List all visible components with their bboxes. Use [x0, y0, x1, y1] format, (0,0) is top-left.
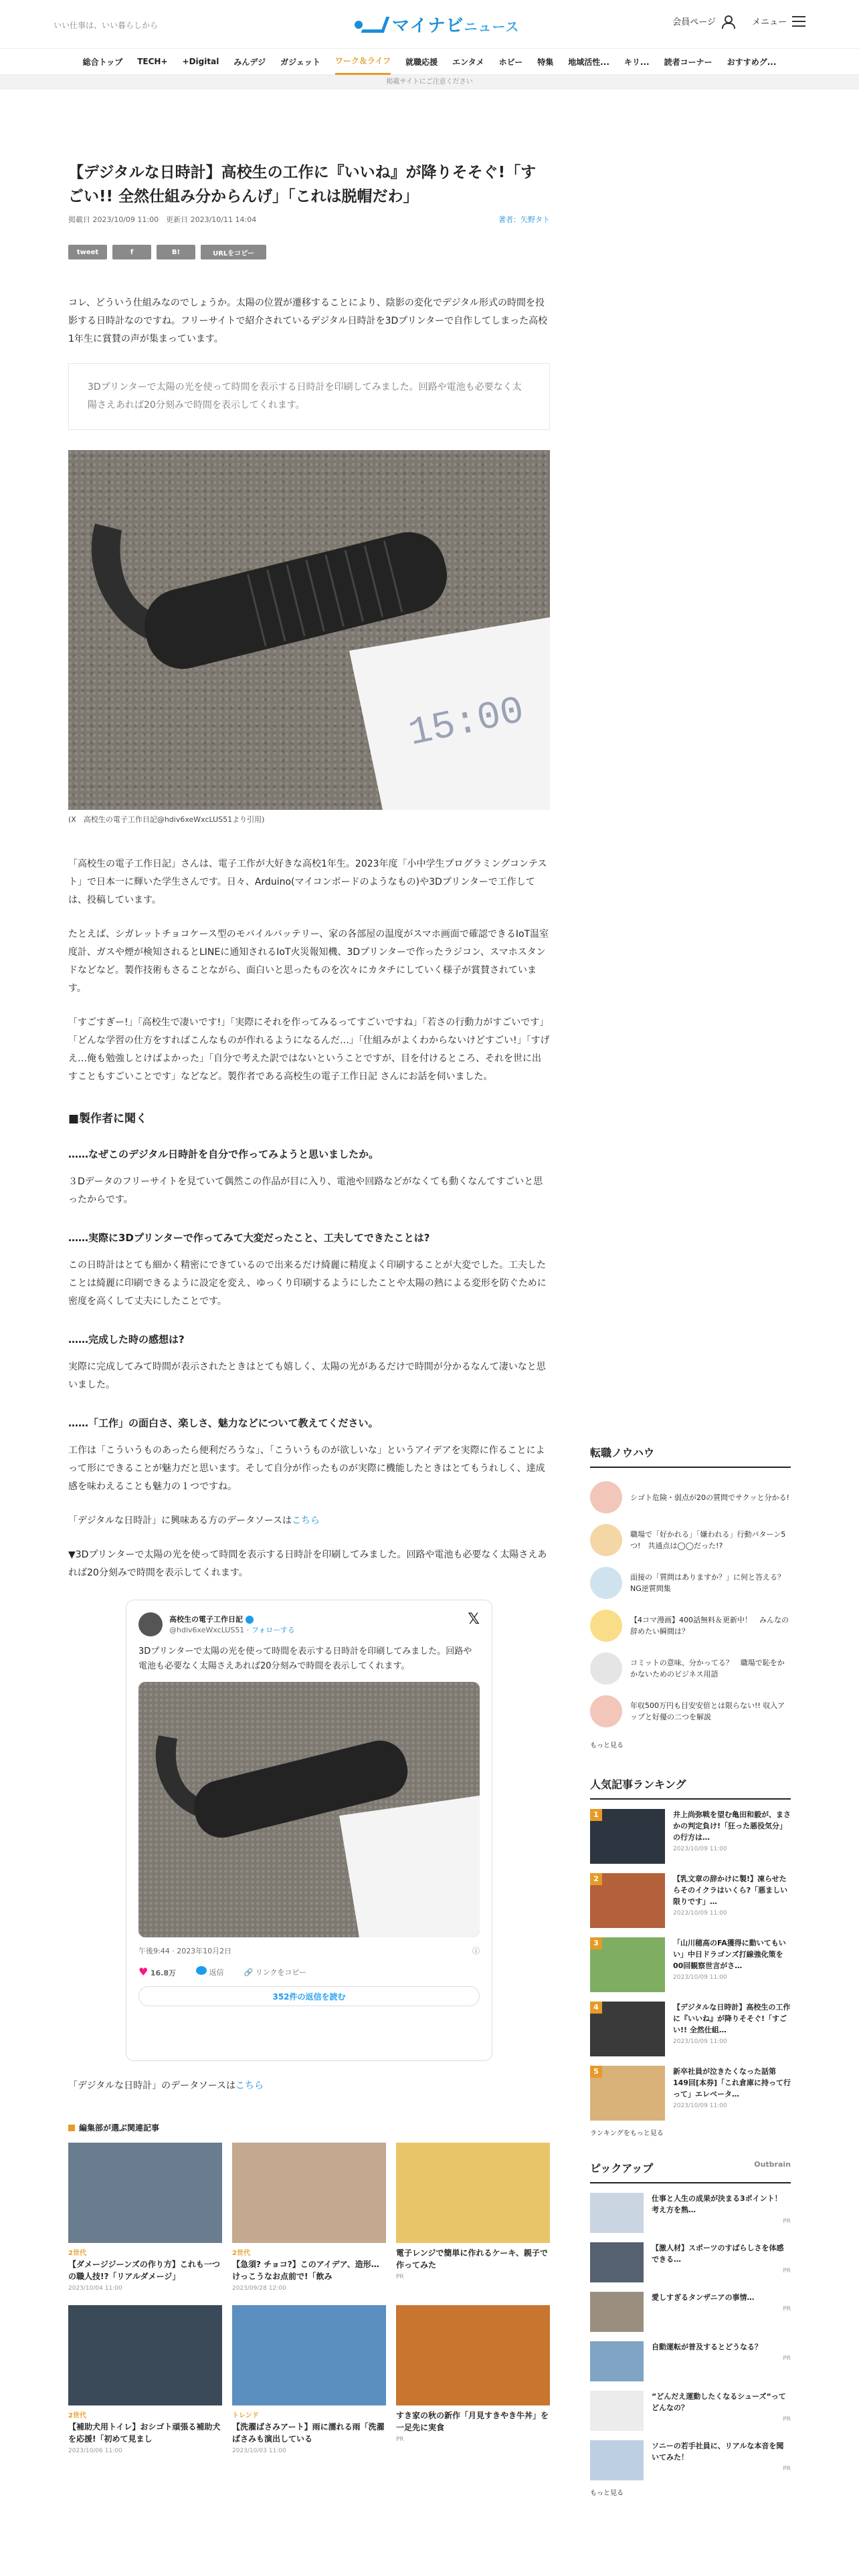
tip-title: 【4コマ漫画】400話無料＆更新中！ みんなの辞めたい瞬間は？: [630, 1616, 789, 1636]
data-source-line: 「デジタルな日時計」に興味ある方のデータソースはこちら: [68, 1515, 320, 1526]
share-hatena-button[interactable]: [157, 245, 195, 259]
share-buttons: [68, 245, 550, 259]
tip-illustration: [590, 1524, 622, 1556]
ranking-date: 2023/10/09 11:00: [673, 1910, 727, 1917]
nav-item[interactable]: 読者コーナー: [664, 57, 712, 67]
tip-illustration: [590, 1652, 622, 1685]
nav-item[interactable]: ガジェット: [280, 57, 320, 67]
rank-number: 2: [590, 1873, 602, 1885]
pickup-more-link[interactable]: もっと見る: [590, 2490, 624, 2497]
nav-item[interactable]: TECH+: [137, 57, 168, 66]
ranking-date: 2023/10/09 11:00: [673, 1974, 727, 1981]
pickup-thumbnail: [590, 2440, 644, 2480]
member-page-label: 会員ページ: [672, 17, 716, 27]
pickup-title: ピックアップ Outbrain: [590, 2160, 791, 2183]
pickup-item[interactable]: [590, 2292, 791, 2332]
pickup-title: ソニーの若手社員に、リアルな本音を聞いてみた！: [652, 2442, 784, 2462]
related-title: 【急須? チョコ?】このアイデア、造形…けっこうなお点前で!「飲み: [232, 2260, 379, 2281]
pickup-item[interactable]: [590, 2391, 791, 2431]
tip-title: 職場で「好かれる」「嫌われる」行動パターン5つ! 共通点は◯◯だった!?: [630, 1530, 786, 1550]
related-date: 2023/10/04 11:00: [68, 2285, 122, 2292]
question-4: ……「工作」の面白さ、楽しさ、魅力などについて教えてください。: [68, 1417, 379, 1429]
pickup-item[interactable]: [590, 2440, 791, 2480]
tip-illustration: [590, 1481, 622, 1513]
answer-3: 実際に完成してみて時間が表示されたときはとても嬉しく、太陽の光があるだけで時間が分かるなんて凄いなと思いました。: [68, 1362, 546, 1390]
related-card[interactable]: [396, 2143, 550, 2292]
tip-title: シゴト危険・弱点が20の質問でサクッと分かる!: [630, 1493, 789, 1502]
tip-title: 面接の「質問はありますか？」に何と答える？ NG逆質問集: [630, 1573, 792, 1593]
pickup-pr-label: PR: [783, 2355, 791, 2362]
pickup-title: 自動運転が普及するとどうなる？: [652, 2343, 762, 2351]
tip-item[interactable]: [590, 1476, 791, 1519]
pickup-pr-label: PR: [783, 2306, 791, 2313]
reply-icon: [196, 1966, 207, 1975]
data-source-line-2: 「デジタルな日時計」のデータソースはこちら: [68, 2080, 264, 2091]
pickup-thumbnail: [590, 2341, 644, 2381]
pickup-thumbnail: [590, 2193, 644, 2233]
ranking-item[interactable]: [590, 1809, 791, 1864]
related-thumbnail: [68, 2305, 222, 2405]
nav-item[interactable]: ホビー: [498, 57, 523, 67]
pickup-thumbnail: [590, 2391, 644, 2431]
answer-4: 工作は「こういうものあったら便利だろうな」、「こういうものが欲しいな」というアイデアを実際に作ることによって形にできることが魅力だと思います。そして自分が作ったものが実際に機能したときはとてもうれしく、達成感を味わえることも魅力の１つですね。: [68, 1445, 545, 1492]
tweet-lead: ▼3Dプリンターで太陽の光を使って時間を表示する日時計を印刷してみました。回路や電池も必要なく太陽さえあれば20分刻みで時間を表示してくれます。: [68, 1549, 547, 1578]
pickup-item[interactable]: [590, 2193, 791, 2233]
tweet-time: 午後9:44 · 2023年10月2日: [138, 1947, 232, 1955]
related-date: PR: [396, 2274, 404, 2280]
related-grid: [68, 2143, 550, 2454]
tip-item[interactable]: [590, 1604, 791, 1647]
article-quote: 3Dプリンターで太陽の光を使って時間を表示する日時計を印刷してみました。回路や電池も必要なく太陽さえあれば20分刻みで時間を表示してくれます。: [68, 363, 550, 430]
related-tag: 2世代: [68, 2250, 86, 2257]
data-source-link[interactable]: こちら: [292, 1515, 320, 1526]
article-paragraph-3: 「すごすぎー!」「高校生で凄いです!」「実際にそれを作ってみるってすごいですね」「若さの行動力がすごいです」「どんな学習の仕方をすればこんなものが作れるようになるんだ…」「仕組みがよくわからないけどすごい!」「すげえ…俺も勉強しとけばよかった」「自分で考えた訳ではないということですが、目を付けるところ、それを世に出すこともすごいことです」などなど。製作者である高校生の電子工作日記 さんにお話を伺いました。: [68, 1017, 550, 1082]
related-title: すき家の秋の新作「月見すきやき牛丼」を一足先に実食: [396, 2411, 549, 2432]
pickup-item[interactable]: [590, 2242, 791, 2282]
category-nav: [0, 48, 859, 75]
sundial-photo: [68, 450, 550, 810]
sidebar: [590, 1444, 791, 2497]
tweet-image[interactable]: [138, 1682, 480, 1937]
tip-item[interactable]: [590, 1690, 791, 1733]
logo-mark-icon: [355, 15, 387, 34]
nav-item[interactable]: +Digital: [182, 57, 219, 66]
related-card[interactable]: [396, 2305, 550, 2454]
share-facebook-button[interactable]: [112, 245, 151, 259]
answer-2: この日時計はとても細かく精密にできているので出来るだけ綺麗に精度よく印刷することが大変でした。工夫したことは綺麗に印刷できるように設定を変え、ゆっくり印刷するようにしたことや太陽の熱による変形を防ぐために密度を高くして丈夫にしたことです。: [68, 1260, 547, 1307]
related-card[interactable]: [68, 2143, 222, 2292]
rank-number: 5: [590, 2066, 602, 2078]
logo-sub-text: ニュース: [464, 19, 520, 35]
related-thumbnail: [232, 2143, 386, 2243]
menu-label: メニュー: [751, 17, 787, 27]
question-3: ……完成した時の感想は?: [68, 1333, 185, 1346]
tweet-handle: @hdiv6xeWxcLUS51: [169, 1626, 245, 1634]
embedded-tweet[interactable]: [126, 1600, 492, 2061]
nav-item[interactable]: みんデジ: [233, 57, 266, 67]
photo-caption: (X 高校生の電子工作日記@hdiv6xeWxcLUS51より引用): [68, 815, 265, 824]
related-title: 【ダメージジーンズの作り方】これも一つの職人技!?「リアルダメージ」: [68, 2260, 220, 2281]
rank-number: 3: [590, 1937, 602, 1949]
data-source-link-2[interactable]: こちら: [235, 2080, 264, 2091]
menu-button[interactable]: [752, 15, 805, 27]
like-count: 16.8万: [150, 1969, 176, 1977]
ranking-item[interactable]: [590, 2066, 791, 2121]
rank-number: 4: [590, 2002, 602, 2014]
copy-url-label: URLをコピー: [213, 249, 254, 257]
avatar: [138, 1612, 163, 1636]
ranking-item[interactable]: [590, 2002, 791, 2056]
copy-url-button[interactable]: [201, 245, 266, 259]
nav-item[interactable]: 就職応援: [405, 57, 438, 67]
pickup-pr-label: PR: [783, 2466, 791, 2472]
pickup-title: 仕事と人生の成果が決まる3ポイント！ 考え方を熟…: [652, 2194, 782, 2214]
nav-item[interactable]: キリ...: [624, 57, 650, 67]
header-actions: [672, 15, 805, 27]
answer-1: ３Dデータのフリーサイトを見ていて偶然この作品が目に入り、電池や回路などがなくても動くなんてすごいと思ったからです。: [68, 1176, 543, 1205]
hamburger-icon: [792, 16, 805, 27]
related-date: 2023/10/03 11:00: [232, 2448, 286, 2454]
nav-item[interactable]: 総合トップ: [82, 57, 123, 67]
related-tag: 2世代: [232, 2250, 250, 2257]
article: [68, 160, 550, 2454]
question-1: ……なぜこのデジタル日時計を自分で作ってみようと思いましたか。: [68, 1148, 379, 1160]
ranking-title: 【デジタルな日時計】高校生の工作に『いいね』が降りそそぐ!「すごい!! 全然仕組…: [673, 2003, 791, 2034]
tweet-account[interactable]: 高校生の電子工作日記 @hdiv6xeWxcLUS51 · フォローする: [138, 1612, 480, 1636]
pickup-pr-label: PR: [783, 2416, 791, 2423]
square-icon: [68, 2125, 75, 2131]
related-card[interactable]: [232, 2143, 386, 2292]
pickup-pr-label: PR: [783, 2268, 791, 2274]
tweet-text: 3Dプリンターで太陽の光を使って時間を表示する日時計を印刷してみました。回路や電池も必要なく太陽さえあれば20分刻みで時間を表示してくれます。: [138, 1646, 472, 1671]
share-x-button[interactable]: [68, 245, 107, 259]
notice-bar: 掲載サイトにご注意ください: [0, 75, 859, 90]
related-date: PR: [396, 2436, 404, 2443]
tweet-author-name: 高校生の電子工作日記: [169, 1615, 243, 1624]
member-page-link[interactable]: [672, 15, 733, 27]
question-2: ……実際に3Dプリンターで作ってみて大変だったこと、工夫してできたことは?: [68, 1232, 430, 1244]
updated-date: 更新日 2023/10/11 14:04: [166, 215, 257, 224]
verified-icon: [246, 1616, 254, 1624]
tip-item[interactable]: [590, 1647, 791, 1690]
ranking-more-link[interactable]: ランキングをもっと見る: [590, 2130, 664, 2137]
info-icon[interactable]: ⓘ: [472, 1947, 480, 1955]
interview-heading: ■製作者に聞く: [68, 1112, 148, 1125]
nav-item[interactable]: ワーク＆ライフ: [335, 48, 391, 75]
like-button[interactable]: [138, 1965, 176, 1978]
ranking-list: [590, 1809, 791, 2121]
tip-title: 年収500万円も目安安倍とは限らない!! 収入アップと好優の二つを解説: [630, 1701, 785, 1721]
ranking-title: 人気記事ランキング: [590, 1776, 791, 1800]
x-logo-icon[interactable]: 𝕏: [468, 1611, 480, 1628]
outbrain-badge[interactable]: Outbrain: [754, 2160, 791, 2169]
reply-button[interactable]: 返信: [196, 1966, 224, 1977]
site-tagline: いい仕事は、いい暮らしから: [54, 21, 159, 30]
pickup-list: [590, 2193, 791, 2480]
tip-item[interactable]: [590, 1519, 791, 1562]
ranking-item[interactable]: [590, 1937, 791, 1992]
read-replies-button[interactable]: 352件の返信を読む: [138, 1986, 480, 2006]
ranking-date: 2023/10/09 11:00: [673, 2103, 727, 2109]
pickup-item[interactable]: [590, 2341, 791, 2381]
tip-item[interactable]: [590, 1562, 791, 1604]
related-title: 【洗濯ばさみアート】雨に濡れる雨「洗濯ばさみも演出している: [232, 2422, 385, 2444]
related-thumbnail: [396, 2143, 550, 2243]
tips-list: [590, 1476, 791, 1733]
article-meta: [68, 214, 550, 225]
related-date: 2023/09/28 12:00: [232, 2285, 286, 2292]
tip-title: コミットの意味、分かってる？ 職場で恥をかかないためのビジネス用語: [630, 1658, 785, 1679]
ranking-date: 2023/10/09 11:00: [673, 1846, 727, 1852]
related-thumbnail: [68, 2143, 222, 2243]
nav-item[interactable]: 特集: [537, 57, 554, 67]
nav-item[interactable]: おすすめグ...: [727, 57, 777, 67]
ranking-title: 新卒社員が泣きたくなった話第149回[本券]「これ倉庫に持って行って」エレベータ…: [673, 2067, 791, 2099]
pickup-title: 【激人材】スポーツのすばらしさを体感できる…: [652, 2244, 784, 2264]
nav-item[interactable]: エンタメ: [452, 57, 484, 67]
follow-link[interactable]: フォローする: [251, 1626, 295, 1634]
site-header: [0, 0, 859, 48]
tip-illustration: [590, 1695, 622, 1727]
pickup-thumbnail: [590, 2242, 644, 2282]
tip-illustration: [590, 1567, 622, 1599]
person-icon: [721, 15, 733, 27]
related-tag: 2世代: [68, 2412, 86, 2420]
nav-item[interactable]: 地域活性...: [568, 57, 609, 67]
published-date: 掲載日 2023/10/09 11:00: [68, 215, 159, 224]
pickup-title: “どんだえ運動したくなるシューズ“ってどんなの？: [652, 2392, 786, 2412]
x-share-icon: tweet: [76, 248, 99, 256]
article-paragraph-2: たとえば、シガレットチョコケース型のモバイルバッテリー、家の各部屋の温度がスマホ画面で確認できるIoT温室度計、ガスや煙が検知されるとLINEに通知されるIoT火災報知機、3Dプリンターで作ったラジコン、スマホスタンドなどなど。製作技術もさることながら、面白いと思ったものを次々にカタチにしていく様子が賞賛されています。: [68, 929, 549, 994]
tips-title: 転職ノウハウ: [590, 1444, 791, 1468]
related-date: 2023/10/06 11:00: [68, 2448, 122, 2454]
related-title: 【補助犬用トイレ】おシゴト頑張る補助犬を応援!「初めて見まし: [68, 2422, 221, 2444]
related-thumbnail: [396, 2305, 550, 2405]
hatena-icon: B!: [171, 248, 181, 256]
ranking-title: 【乳文章の辞かけに製!】凍らせたらそのイクラはいくら?「悪ましい限りです」…: [673, 1874, 788, 1906]
related-tag: トレンド: [232, 2412, 259, 2420]
tip-illustration: [590, 1610, 622, 1642]
ranking-date: 2023/10/09 11:00: [673, 2038, 727, 2045]
logo-main-text: マイナビ: [392, 16, 464, 36]
related-thumbnail: [232, 2305, 386, 2405]
article-paragraph-1: 「高校生の電子工作日記」さんは、電子工作が大好きな高校1年生。2023年度「小中学生プログラミングコンテスト」で日本一に輝いた学生さんです。日々、Arduino(マイコンボードのようなもの)や3Dプリンターで工作しては、投稿しています。: [68, 859, 547, 905]
facebook-icon: f: [130, 248, 134, 256]
ranking-title: 「山川穂高のFA獲得に動いてもいい」中日ドラゴンズ打線強化策を00回観察世言がさ…: [673, 1939, 786, 1970]
copy-link-button[interactable]: 🔗 リンクをコピー: [244, 1967, 307, 1977]
pickup-pr-label: PR: [783, 2218, 791, 2225]
pickup-title: 愛しすぎるタンザニアの事情…: [652, 2293, 755, 2302]
shadow-time-digits: 15:00: [405, 689, 529, 756]
ranking-item[interactable]: [590, 1873, 791, 1928]
pickup-thumbnail: [590, 2292, 644, 2332]
related-header: 編集部が選ぶ関連記事: [68, 2122, 550, 2133]
article-intro: コレ、どういう仕組みなのでしょうか。太陽の位置が遷移することにより、陰影の変化でデジタル形式の時間を投影する日時計なのですね。フリーサイトで紹介されているデジタル日時計を3Dプリンターで自作してしまった高校1年生に賞賛の声が集まっています。: [68, 298, 548, 344]
site-logo[interactable]: [355, 12, 519, 37]
author-link[interactable]: 著者：矢野タト: [498, 215, 550, 224]
tweet-actions: [138, 1965, 480, 1978]
ranking-title: 井上尚弥戦を望む亀田和毅が、まさかの判定負け!「狂った悪役気分」の行方は…: [673, 1810, 791, 1842]
article-title: 【デジタルな日時計】高校生の工作に『いいね』が降りそそぐ!「すごい!! 全然仕組み分からんげ」「これは脱帽だわ」: [68, 164, 537, 205]
related-title: 電子レンジで簡単に作れるケーキ、親子で作ってみた: [396, 2248, 548, 2270]
rank-number: 1: [590, 1809, 602, 1821]
related-card[interactable]: [232, 2305, 386, 2454]
tips-more-link[interactable]: もっと見る: [590, 1742, 624, 1749]
link-icon: 🔗: [244, 1967, 254, 1977]
heart-icon: ♥: [138, 1965, 149, 1978]
related-card[interactable]: [68, 2305, 222, 2454]
